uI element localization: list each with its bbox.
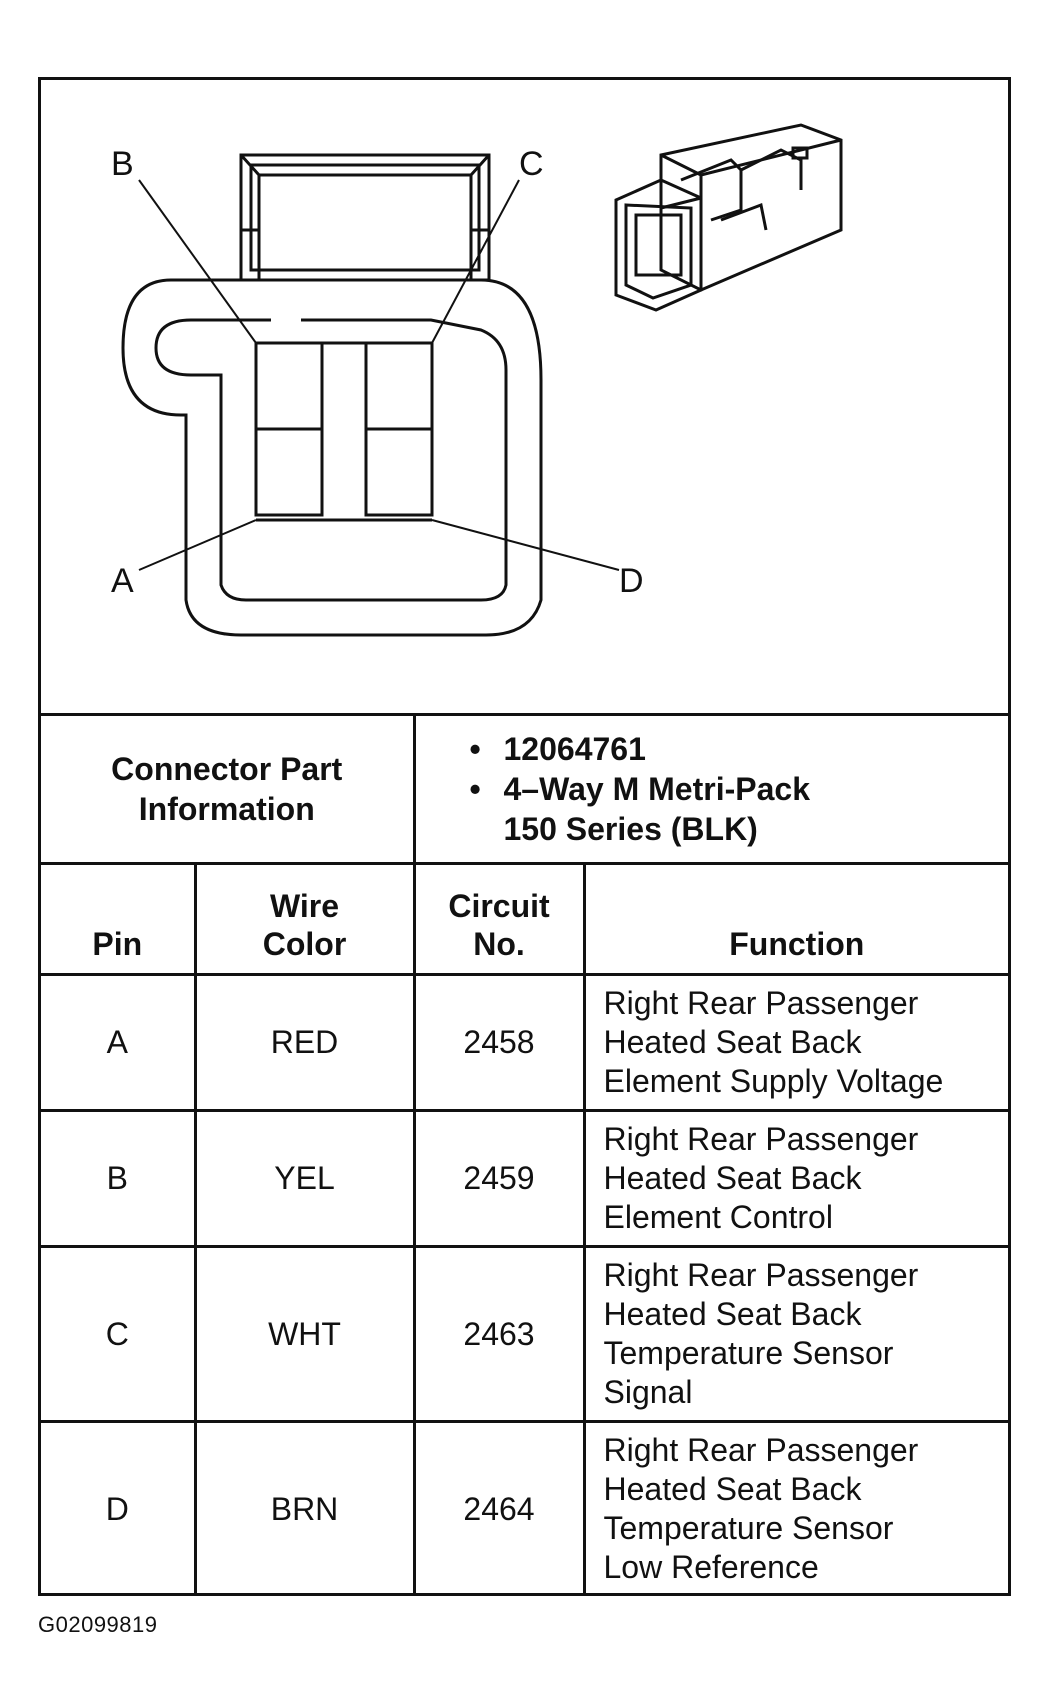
function-cell: Right Rear Passenger Heated Seat Back Element Control <box>584 1111 1008 1247</box>
connector-diagram <box>41 80 1008 713</box>
function-cell: Right Rear Passenger Heated Seat Back Temperature Sensor Low Reference <box>584 1422 1008 1596</box>
circuit-cell: 2458 <box>414 975 584 1111</box>
connector-figure-frame <box>38 77 1011 1596</box>
header-circuit-no: Circuit No. <box>414 864 584 975</box>
wire-color-cell: WHT <box>195 1247 414 1422</box>
table-header-row <box>41 864 1008 975</box>
figure-id: G02099819 <box>38 1612 158 1637</box>
function-cell: Right Rear Passenger Heated Seat Back Element Supply Voltage <box>584 975 1008 1111</box>
wire-color-cell: YEL <box>195 1111 414 1247</box>
pin-label-a: A <box>111 562 134 600</box>
header-wire-color: Wire Color <box>195 864 414 975</box>
connector-cavity-outline <box>156 320 506 600</box>
wire-color-cell: RED <box>195 975 414 1111</box>
connector-description: • 4–Way M Metri-Pack 150 Series (BLK) <box>470 769 1009 849</box>
function-cell: Right Rear Passenger Heated Seat Back Temperature Sensor Signal <box>584 1247 1008 1422</box>
header-pin: Pin <box>41 864 195 975</box>
pin-label-d: D <box>619 562 644 600</box>
leader-line-d <box>432 520 619 570</box>
table-row <box>41 1422 1008 1596</box>
connector-info-row <box>41 715 1008 864</box>
pin-cell: D <box>41 1422 195 1596</box>
connector-part-info-values <box>414 715 1008 864</box>
connector-face-drawing <box>41 80 1008 713</box>
pin-cell: B <box>41 1111 195 1247</box>
circuit-cell: 2459 <box>414 1111 584 1247</box>
table-row <box>41 975 1008 1111</box>
table-row <box>41 1247 1008 1422</box>
pin-cell: C <box>41 1247 195 1422</box>
terminal-cavity-left <box>256 343 322 515</box>
connector-part-info-label: Connector Part Information <box>41 715 414 864</box>
pin-label-b: B <box>111 145 134 183</box>
terminal-cavity-right <box>366 343 432 515</box>
connector-pinout-table <box>41 713 1008 1595</box>
leader-line-a <box>139 520 256 570</box>
part-number: • 12064761 <box>470 729 1009 769</box>
connector-3d-view <box>616 125 841 310</box>
circuit-cell: 2464 <box>414 1422 584 1596</box>
table-row <box>41 1111 1008 1247</box>
pin-label-c: C <box>519 145 544 183</box>
connector-latch <box>241 155 489 280</box>
connector-body-outline <box>123 280 541 635</box>
pin-cell: A <box>41 975 195 1111</box>
header-function: Function <box>584 864 1008 975</box>
circuit-cell: 2463 <box>414 1247 584 1422</box>
leader-line-c <box>432 180 519 343</box>
wire-color-cell: BRN <box>195 1422 414 1596</box>
